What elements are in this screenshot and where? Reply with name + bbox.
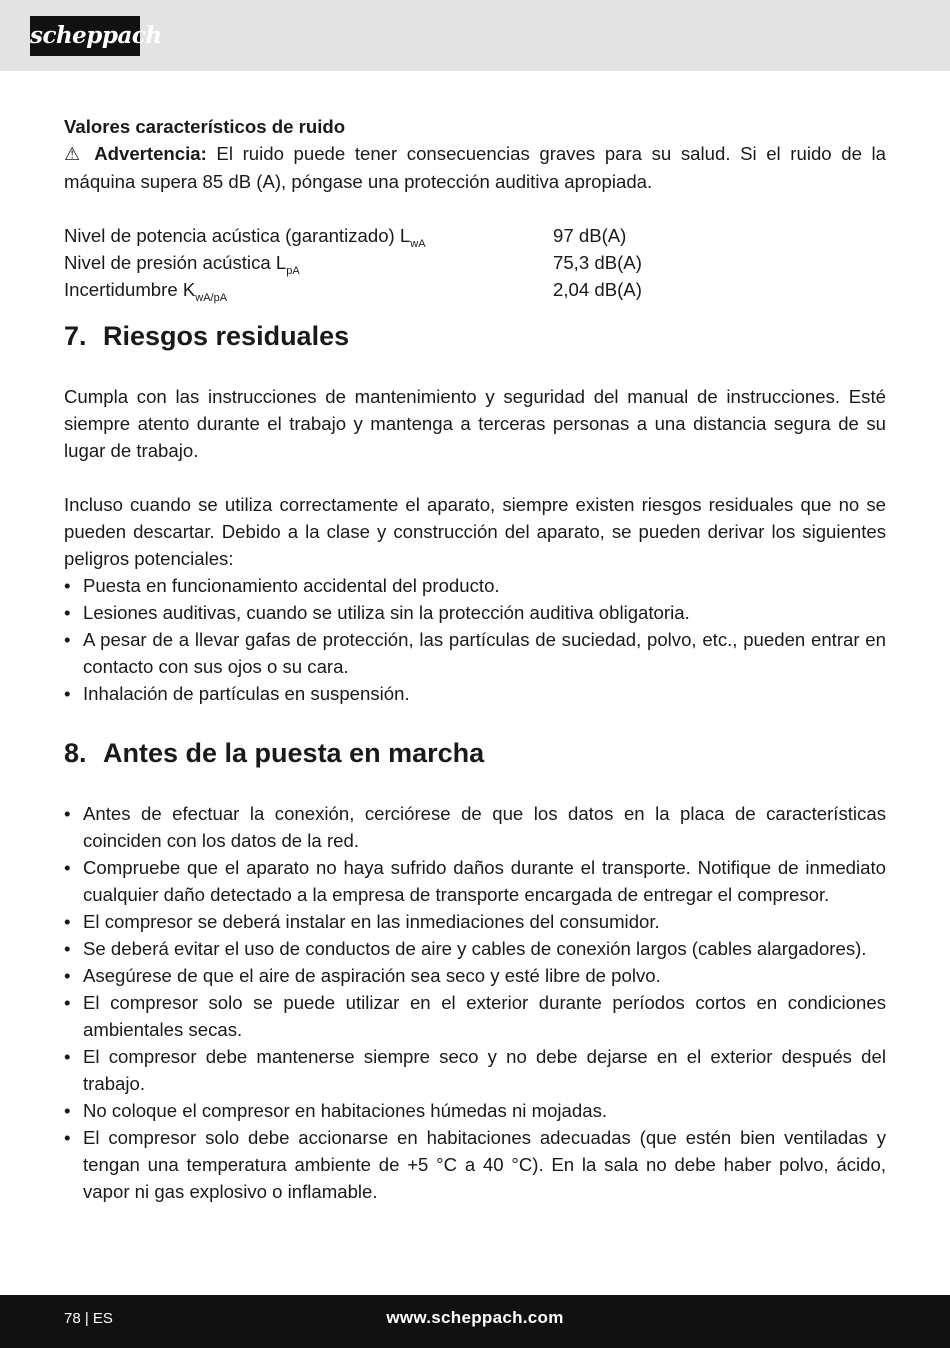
section-8-heading: 8. Antes de la puesta en marcha <box>64 738 485 768</box>
list-item: • El compresor solo debe accionarse en habitaciones adecuadas (que estén bien ventiladas y tengan una temperatura ambiente de +5 °C a 40 °C). En la sala no debe haber polvo, ácido, vapor ni gas explosivo o inflamable. <box>64 1127 886 1202</box>
noise-label: Incertidumbre $K_{wA/pA}$ <box>64 279 228 304</box>
noise-warning <box>64 140 886 195</box>
warning-triangle-icon: ⚠ <box>64 144 85 164</box>
footer-bar <box>0 1295 950 1348</box>
residual-risks-list <box>64 572 886 707</box>
warning-label: Advertencia: <box>94 143 207 164</box>
noise-row-sound-power <box>64 222 886 249</box>
list-item: • Lesiones auditivas, cuando se utiliza sin la protección auditiva obligatoria. <box>64 602 690 623</box>
header-band <box>0 0 950 71</box>
list-item: • Puesta en funcionamiento accidental del producto. <box>64 575 500 596</box>
list-item: • El compresor se deberá instalar en las inmediaciones del consumidor. <box>64 911 660 932</box>
list-item: • Compruebe que el aparato no haya sufrido daños durante el transporte. Notifique de inmediato cualquier daño detectado a la empresa de transporte encargada de entregar el compresor. <box>64 857 886 905</box>
list-item: • El compresor solo se puede utilizar en el exterior durante períodos cortos en condiciones ambientales secas. <box>64 992 886 1040</box>
noise-value: 75,3 dB(A) <box>553 252 642 273</box>
website-link[interactable]: www.scheppach.com <box>386 1308 564 1327</box>
noise-row-sound-pressure <box>64 249 886 276</box>
brand-logo: scheppach <box>30 16 140 56</box>
list-item: • Asegúrese de que el aire de aspiración sea seco y esté libre de polvo. <box>64 965 661 986</box>
list-item: • A pesar de a llevar gafas de protección, las partículas de suciedad, polvo, etc., pueden entrar en contacto con sus ojos o su cara. <box>64 629 886 677</box>
page-content <box>64 113 886 1205</box>
list-item: • Inhalación de partículas en suspensión. <box>64 683 410 704</box>
section-7-paragraph-1: Cumpla con las instrucciones de mantenimiento y seguridad del manual de instrucciones. Esté siempre atento durante el trabajo y mantenga a terceras personas a una distancia segura de su lugar de trabajo. <box>64 386 886 461</box>
list-item: • El compresor debe mantenerse siempre seco y no debe dejarse en el exterior después del trabajo. <box>64 1046 886 1094</box>
noise-value: 97 dB(A) <box>553 225 627 246</box>
noise-value: 2,04 dB(A) <box>553 279 642 300</box>
list-item: • No coloque el compresor en habitaciones húmedas ni mojadas. <box>64 1100 608 1121</box>
list-item: • Antes de efectuar la conexión, cerciórese de que los datos en la placa de características coinciden con los datos de la red. <box>64 803 886 851</box>
noise-label: Nivel de presión acústica $L_{pA}$ <box>64 252 300 277</box>
page-number: 78 | ES <box>64 1310 113 1327</box>
noise-row-uncertainty <box>64 276 886 303</box>
before-startup-list <box>64 800 886 1205</box>
noise-section-title: Valores característicos de ruido <box>64 116 346 137</box>
list-item: • Se deberá evitar el uso de conductos de aire y cables de conexión largos (cables alargadores). <box>64 938 867 959</box>
noise-label: Nivel de potencia acústica (garantizado) $L_{wA}$ <box>64 225 426 250</box>
section-7-heading: 7. Riesgos residuales <box>64 321 350 351</box>
section-7-paragraph-2: Incluso cuando se utiliza correctamente el aparato, siempre existen riesgos residuales que no se pueden descartar. Debido a la clase y construcción del aparato, se pueden derivar los siguientes peligros potenciales: <box>64 494 886 569</box>
warning-text: El ruido puede tener consecuencias graves para su salud. Si el ruido de la máquina supera 85 dB (A), póngase una protección auditiva apropiada. <box>64 143 886 192</box>
